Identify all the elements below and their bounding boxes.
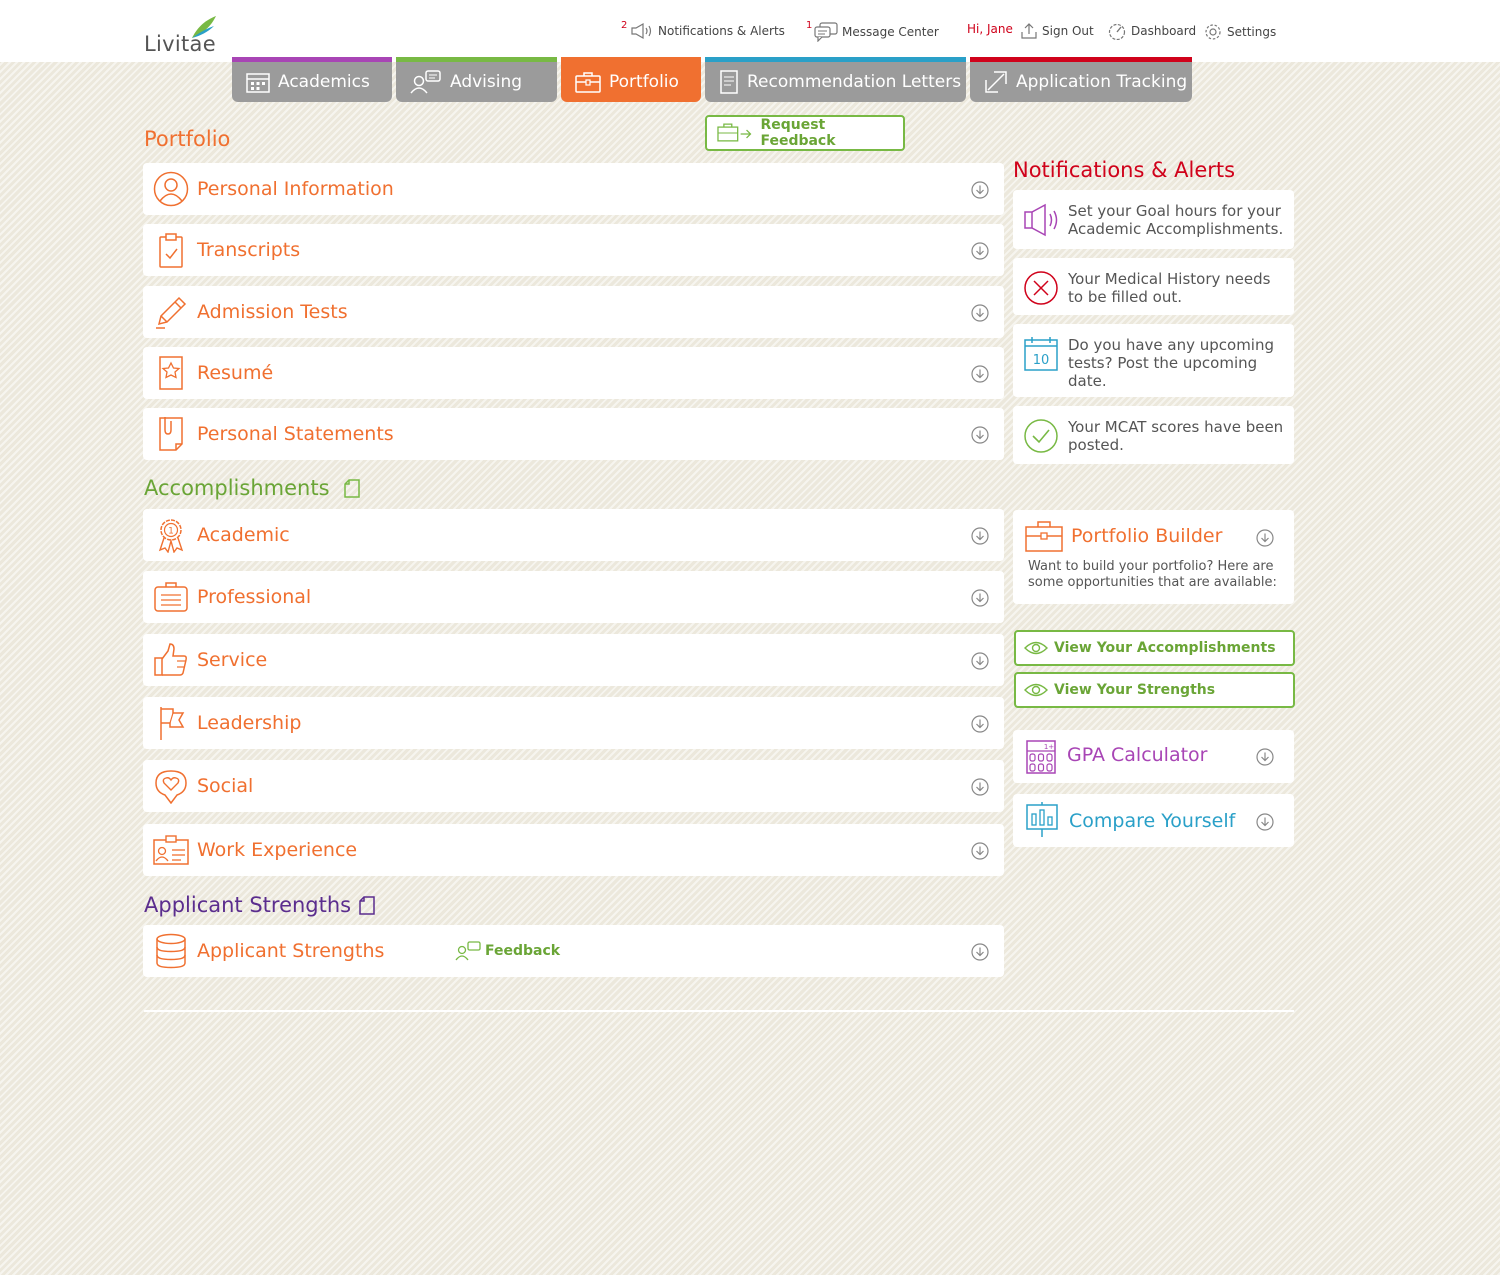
top-bar [0,0,1500,62]
expand-down-icon[interactable] [1256,813,1274,831]
message-center-link[interactable] [806,20,939,42]
portfolio-builder-title: Portfolio Builder [1071,525,1223,547]
database-icon [153,933,189,969]
view-strengths-label: View Your Strengths [1054,682,1216,698]
eye-icon [1024,640,1048,656]
gauge-icon [1107,22,1127,40]
alert-upcoming-tests[interactable] [1013,324,1294,397]
settings-link[interactable] [1203,22,1276,42]
portfolio-item-personal-information[interactable] [143,163,1004,215]
alert-text: Set your Goal hours for your Academic Accomplishments. [1068,202,1284,238]
star-document-icon [153,355,189,391]
document-clip-icon [153,416,189,452]
view-accomplishments-label: View Your Accomplishments [1054,640,1276,656]
briefcase-icon [153,579,189,615]
alert-goal-hours[interactable] [1013,190,1294,249]
item-label: Personal Information [197,178,394,200]
expand-down-icon[interactable] [971,943,989,961]
expand-down-icon[interactable] [971,652,989,670]
strengths-title: Applicant Strengths [144,893,352,917]
error-circle-icon [1023,270,1059,306]
request-feedback-label: Request Feedback [760,117,836,149]
item-label: Work Experience [197,839,358,861]
dashboard-label: Dashboard [1131,24,1197,38]
item-label: Academic [197,524,290,546]
tab-academics[interactable] [232,57,392,102]
strengths-header [144,893,375,917]
flag-icon [153,705,189,741]
add-document-icon[interactable] [344,479,360,498]
gear-icon [1203,22,1223,42]
tab-academics-label: Academics [278,72,370,92]
notifications-count: 2 [621,20,628,31]
expand-down-icon[interactable] [971,589,989,607]
item-label: Leadership [197,712,302,734]
accomplishment-item-social[interactable] [143,760,1004,812]
calendar-icon [246,71,270,93]
expand-down-icon[interactable] [971,842,989,860]
eye-icon [1024,682,1048,698]
notifications-label: Notifications & Alerts [658,24,785,38]
item-label: Admission Tests [197,301,348,323]
item-label: Social [197,775,254,797]
expand-down-icon[interactable] [971,778,989,796]
item-label: Resumé [197,362,274,384]
gpa-calculator-card[interactable] [1013,730,1294,783]
notifications-link[interactable] [621,20,785,40]
user-icon [153,171,189,207]
tab-application-tracking[interactable] [970,57,1192,102]
calendar-day: 10 [1032,353,1050,368]
footer-divider [144,1010,1294,1012]
portfolio-title: Portfolio [144,127,231,151]
portfolio-item-transcripts[interactable] [143,224,1004,276]
gpa-calculator-title: GPA Calculator [1067,744,1208,766]
calendar-icon [1023,336,1059,372]
svg-text:1+: 1+ [1043,743,1055,751]
livitae-logo[interactable] [144,14,224,58]
alert-medical-history[interactable] [1013,258,1294,315]
item-label: Applicant Strengths [197,940,385,962]
request-feedback-button[interactable] [705,115,905,151]
portfolio-builder-card[interactable] [1013,510,1294,604]
expand-down-icon[interactable] [971,181,989,199]
portfolio-item-admission-tests[interactable] [143,286,1004,338]
settings-label: Settings [1227,25,1277,39]
tab-recommendation-letters[interactable] [705,57,966,102]
presentation-chart-icon [1025,802,1059,838]
alert-text: Your MCAT scores have been posted. [1068,418,1284,454]
thumbs-up-icon [153,642,189,678]
briefcase-arrow-icon [717,123,752,143]
expand-arrow-icon [984,70,1008,94]
strengths-feedback-link[interactable] [455,941,560,961]
upload-icon [1020,22,1038,40]
tab-application-tracking-label: Application Tracking [1016,72,1188,92]
calculator-icon [1025,739,1057,775]
tab-advising-label: Advising [450,72,523,92]
sign-out-link[interactable] [1020,22,1094,40]
tab-portfolio[interactable] [561,57,701,102]
item-label: Professional [197,586,312,608]
expand-down-icon[interactable] [971,242,989,260]
add-document-icon[interactable] [359,896,375,915]
strengths-item[interactable] [143,925,1004,977]
expand-down-icon[interactable] [971,715,989,733]
item-label: Service [197,649,268,671]
check-circle-icon [1023,418,1059,454]
briefcase-icon [575,71,601,93]
message-center-label: Message Center [842,25,939,39]
sign-out-label: Sign Out [1042,24,1094,38]
expand-down-icon[interactable] [1256,748,1274,766]
accomplishment-item-service[interactable] [143,634,1004,686]
greeting-text: Hi, Jane [967,22,1013,36]
alert-text: Do you have any upcoming tests? Post the upcoming date. [1068,336,1275,390]
compare-yourself-title: Compare Yourself [1069,810,1236,832]
pencil-icon [153,294,189,330]
expand-down-icon[interactable] [971,365,989,383]
advisor-chat-icon [410,70,442,94]
megaphone-icon [630,22,654,40]
expand-down-icon[interactable] [971,527,989,545]
expand-down-icon[interactable] [971,304,989,322]
clipboard-icon [153,232,189,268]
expand-down-icon[interactable] [971,426,989,444]
tab-advising[interactable] [396,57,557,102]
accomplishments-title: Accomplishments [144,476,330,500]
expand-down-icon[interactable] [1256,529,1274,547]
heart-pin-icon [153,768,189,804]
alerts-title: Notifications & Alerts [1013,158,1236,182]
tab-recommendation-letters-label: Recommendation Letters [747,72,962,92]
messages-count: 1 [806,20,813,31]
megaphone-icon [1023,202,1063,238]
portfolio-builder-text: Want to build your portfolio? Here are some opportunities that are available: [1028,559,1277,590]
view-strengths-button[interactable] [1014,672,1295,708]
briefcase-icon [1025,520,1063,552]
alert-text: Your Medical History needs to be filled out. [1068,270,1271,306]
alert-mcat-scores[interactable] [1013,406,1294,464]
portfolio-item-personal-statements[interactable] [143,408,1004,460]
user-greeting [967,22,1013,36]
item-label: Personal Statements [197,423,394,445]
advisor-chat-icon [455,941,481,961]
portfolio-item-resume[interactable] [143,347,1004,399]
view-accomplishments-button[interactable] [1014,630,1295,666]
award-ribbon-icon [153,517,189,553]
chat-bubbles-icon [814,22,838,42]
item-label: Transcripts [197,239,301,261]
letter-document-icon [719,70,739,94]
accomplishment-item-work-experience[interactable] [143,824,1004,876]
accomplishments-header [144,476,360,500]
accomplishment-item-professional[interactable] [143,571,1004,623]
dashboard-link[interactable] [1107,22,1196,40]
feedback-label: Feedback [485,943,561,959]
compare-yourself-card[interactable] [1013,794,1294,847]
id-card-icon [153,832,189,868]
accomplishment-item-academic[interactable] [143,509,1004,561]
brand-name: Livitae [144,32,216,56]
tab-portfolio-label: Portfolio [609,72,679,92]
accomplishment-item-leadership[interactable] [143,697,1004,749]
svg-text:1: 1 [168,526,174,537]
